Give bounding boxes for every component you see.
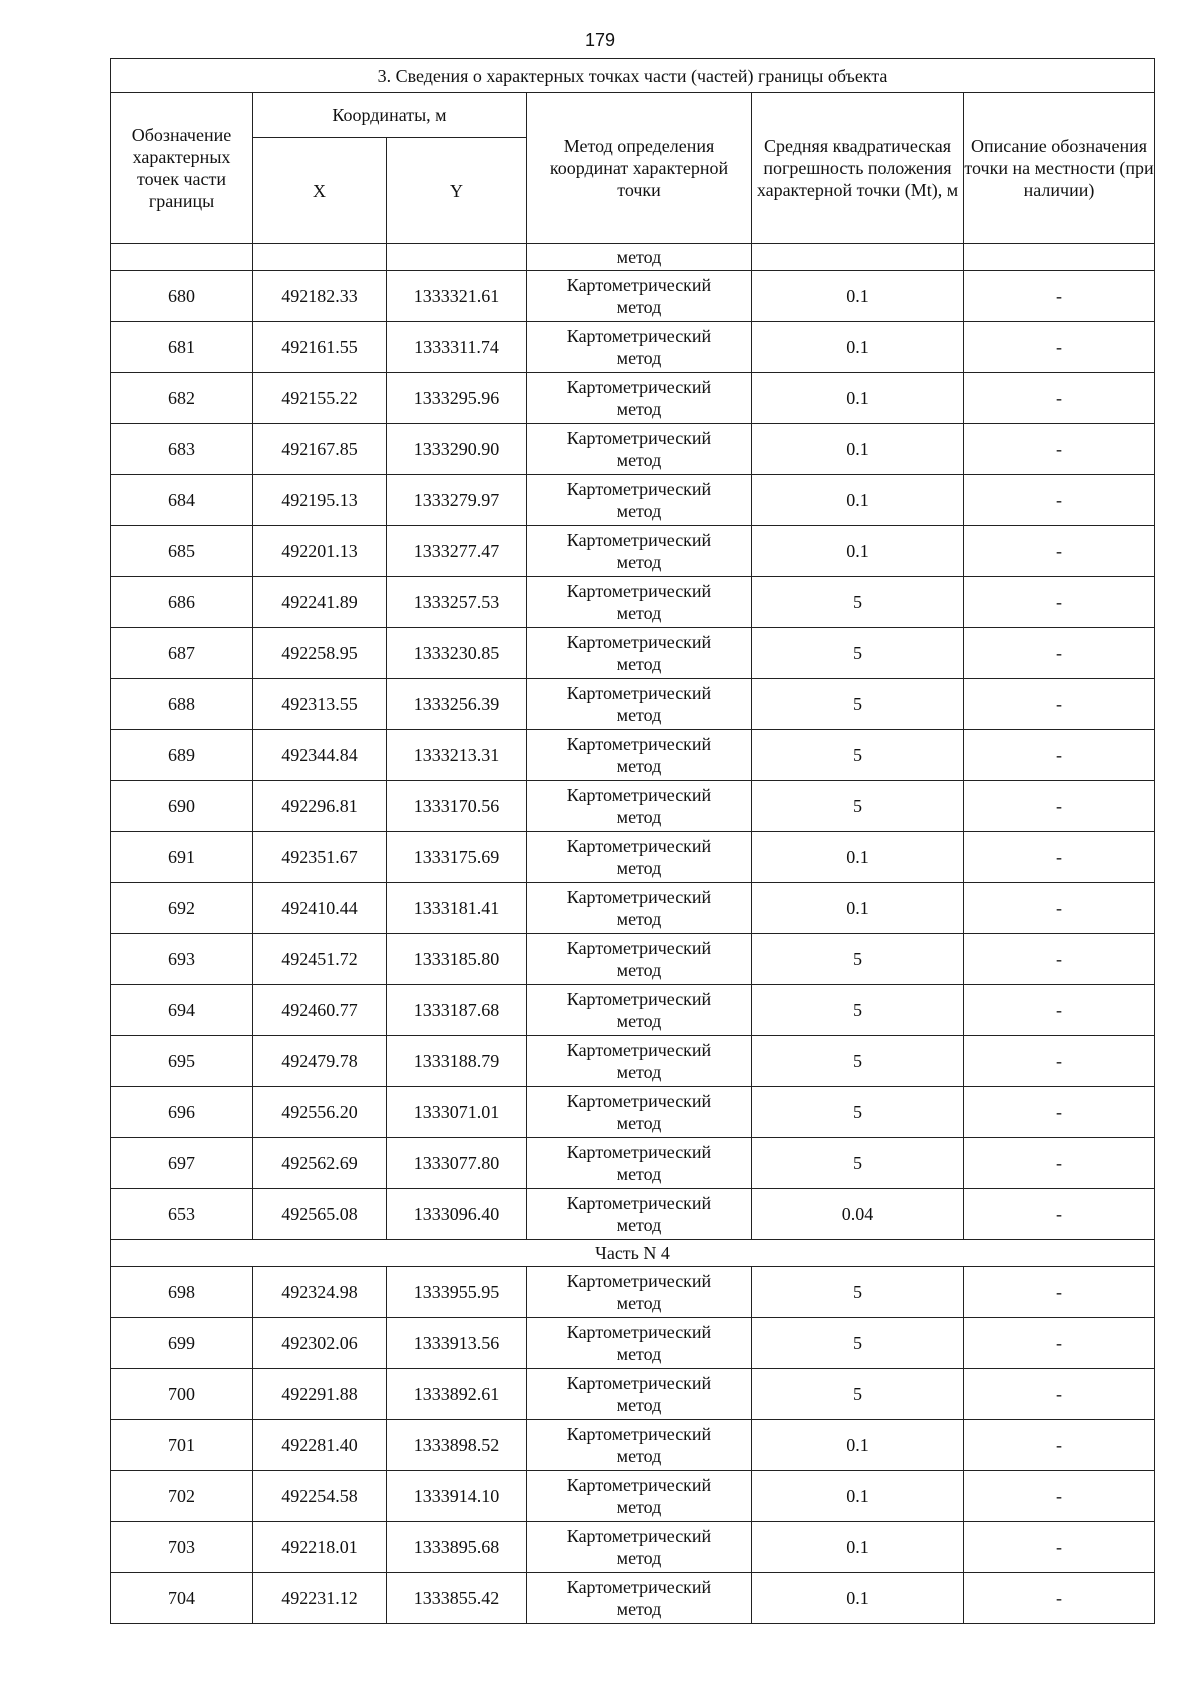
- x-cell: 492281.40: [253, 1420, 387, 1471]
- method-line2: метод: [616, 399, 662, 419]
- y-cell: 1333185.80: [387, 934, 527, 985]
- description-cell: -: [964, 781, 1155, 832]
- table-row: [111, 1036, 1155, 1087]
- x-cell: 492313.55: [253, 679, 387, 730]
- header-description: Описание обозначения точки на местности (при наличии): [964, 93, 1155, 244]
- method-cell: [527, 271, 752, 322]
- method-cell: [527, 1522, 752, 1573]
- method-cell: [527, 1189, 752, 1240]
- method-cell: [527, 322, 752, 373]
- table-row: [111, 934, 1155, 985]
- error-cell: 5: [752, 679, 964, 730]
- method-cell: [527, 628, 752, 679]
- description-cell: -: [964, 1087, 1155, 1138]
- description-cell: -: [964, 1267, 1155, 1318]
- description-cell: -: [964, 679, 1155, 730]
- table-row: [111, 628, 1155, 679]
- method-line2: метод: [616, 1293, 662, 1313]
- point-cell: 692: [111, 883, 253, 934]
- method-cell: [527, 1420, 752, 1471]
- error-cell: 5: [752, 1369, 964, 1420]
- method-line2: метод: [616, 756, 662, 776]
- x-cell: 492231.12: [253, 1573, 387, 1624]
- method-line1: Картометрический: [566, 377, 712, 397]
- x-cell: 492195.13: [253, 475, 387, 526]
- table-row: [111, 271, 1155, 322]
- method-line1: Картометрический: [566, 1142, 712, 1162]
- point-cell: 704: [111, 1573, 253, 1624]
- x-cell: 492241.89: [253, 577, 387, 628]
- description-cell: -: [964, 322, 1155, 373]
- description-cell: -: [964, 730, 1155, 781]
- method-line2: метод: [616, 1113, 662, 1133]
- table-row: [111, 1471, 1155, 1522]
- method-cell: [527, 475, 752, 526]
- table-row: [111, 1267, 1155, 1318]
- y-cell: 1333256.39: [387, 679, 527, 730]
- method-line1: Картометрический: [566, 1577, 712, 1597]
- x-cell: 492410.44: [253, 883, 387, 934]
- boundary-points-table: [110, 58, 1155, 1624]
- method-line2: метод: [616, 501, 662, 521]
- x-cell: 492302.06: [253, 1318, 387, 1369]
- table-row: [111, 883, 1155, 934]
- point-cell: 682: [111, 373, 253, 424]
- description-cell: -: [964, 1522, 1155, 1573]
- x-cell: 492565.08: [253, 1189, 387, 1240]
- method-line1: Картометрический: [566, 683, 712, 703]
- header-point: Обозначение характерных точек части границы: [111, 93, 253, 244]
- method-line1: Картометрический: [566, 1271, 712, 1291]
- point-cell: 681: [111, 322, 253, 373]
- error-cell: 5: [752, 628, 964, 679]
- point-cell: 687: [111, 628, 253, 679]
- y-cell: 1333295.96: [387, 373, 527, 424]
- table-row: [111, 1318, 1155, 1369]
- error-cell: 5: [752, 934, 964, 985]
- x-cell: 492155.22: [253, 373, 387, 424]
- method-cell: [527, 1318, 752, 1369]
- point-cell: 691: [111, 832, 253, 883]
- method-line1: Картометрический: [566, 734, 712, 754]
- description-cell: -: [964, 883, 1155, 934]
- method-line1: Картометрический: [566, 428, 712, 448]
- method-line2: метод: [616, 450, 662, 470]
- error-cell: 0.1: [752, 475, 964, 526]
- point-cell: 693: [111, 934, 253, 985]
- table-row: [111, 985, 1155, 1036]
- y-cell: 1333914.10: [387, 1471, 527, 1522]
- x-cell: 492479.78: [253, 1036, 387, 1087]
- method-line2: метод: [616, 705, 662, 725]
- point-cell: 696: [111, 1087, 253, 1138]
- x-cell: 492254.58: [253, 1471, 387, 1522]
- method-cell: [527, 577, 752, 628]
- y-cell: 1333955.95: [387, 1267, 527, 1318]
- point-cell: 703: [111, 1522, 253, 1573]
- error-cell: 5: [752, 1087, 964, 1138]
- description-cell: -: [964, 424, 1155, 475]
- method-line2: метод: [616, 552, 662, 572]
- point-cell: 684: [111, 475, 253, 526]
- error-cell: 5: [752, 1267, 964, 1318]
- method-line1: Картометрический: [566, 989, 712, 1009]
- table-row: [111, 1189, 1155, 1240]
- y-cell: 1333170.56: [387, 781, 527, 832]
- table-body: [111, 244, 1155, 1624]
- method-line2: метод: [616, 1164, 662, 1184]
- error-cell: 5: [752, 577, 964, 628]
- method-cell: [527, 985, 752, 1036]
- table-row: [111, 832, 1155, 883]
- error-cell: 0.1: [752, 424, 964, 475]
- method-line2: метод: [616, 297, 662, 317]
- description-cell: -: [964, 1189, 1155, 1240]
- description-cell: -: [964, 1369, 1155, 1420]
- table-row: [111, 1138, 1155, 1189]
- point-cell: 701: [111, 1420, 253, 1471]
- error-cell: 0.1: [752, 322, 964, 373]
- table-row: [111, 322, 1155, 373]
- method-line2: метод: [616, 603, 662, 623]
- y-cell: 1333321.61: [387, 271, 527, 322]
- point-cell: 698: [111, 1267, 253, 1318]
- error-cell: 0.1: [752, 832, 964, 883]
- continuation-row: [111, 244, 1155, 271]
- method-cell: [527, 1369, 752, 1420]
- method-cell: [527, 373, 752, 424]
- description-cell: -: [964, 1318, 1155, 1369]
- method-line1: Картометрический: [566, 887, 712, 907]
- point-cell: 653: [111, 1189, 253, 1240]
- method-cell: [527, 679, 752, 730]
- point-cell: 697: [111, 1138, 253, 1189]
- method-line1: Картометрический: [566, 1091, 712, 1111]
- error-cell: 0.1: [752, 883, 964, 934]
- table-row: [111, 577, 1155, 628]
- error-cell: 5: [752, 1036, 964, 1087]
- error-cell: 0.1: [752, 1471, 964, 1522]
- x-cell: 492344.84: [253, 730, 387, 781]
- method-line1: Картометрический: [566, 1322, 712, 1342]
- method-line1: Картометрический: [566, 530, 712, 550]
- part-label: Часть N 4: [111, 1240, 1155, 1267]
- error-cell: 5: [752, 1318, 964, 1369]
- x-cell: 492460.77: [253, 985, 387, 1036]
- y-cell: 1333898.52: [387, 1420, 527, 1471]
- method-line2: метод: [616, 1395, 662, 1415]
- description-cell: -: [964, 934, 1155, 985]
- description-cell: -: [964, 1420, 1155, 1471]
- point-cell: 702: [111, 1471, 253, 1522]
- method-cell: [527, 1087, 752, 1138]
- y-cell: 1333181.41: [387, 883, 527, 934]
- method-line2: метод: [616, 1599, 662, 1619]
- y-cell: 1333230.85: [387, 628, 527, 679]
- table-row: [111, 373, 1155, 424]
- table-row: [111, 1369, 1155, 1420]
- table-row: [111, 730, 1155, 781]
- x-cell: 492291.88: [253, 1369, 387, 1420]
- method-line2: метод: [616, 1497, 662, 1517]
- method-line1: Картометрический: [566, 1040, 712, 1060]
- description-cell: -: [964, 475, 1155, 526]
- method-line1: Картометрический: [566, 785, 712, 805]
- section-title: 3. Сведения о характерных точках части (частей) границы объекта: [111, 59, 1155, 93]
- x-cell: 492218.01: [253, 1522, 387, 1573]
- method-cell: [527, 1036, 752, 1087]
- point-cell: 695: [111, 1036, 253, 1087]
- y-cell: 1333913.56: [387, 1318, 527, 1369]
- point-cell: 685: [111, 526, 253, 577]
- error-cell: 0.1: [752, 1522, 964, 1573]
- method-cell: [527, 424, 752, 475]
- table-row: [111, 526, 1155, 577]
- method-line2: метод: [616, 909, 662, 929]
- x-cell: 492161.55: [253, 322, 387, 373]
- method-line1: Картометрический: [566, 1475, 712, 1495]
- y-cell: 1333895.68: [387, 1522, 527, 1573]
- method-line2: метод: [616, 1215, 662, 1235]
- y-cell: 1333290.90: [387, 424, 527, 475]
- method-line1: Картометрический: [566, 1193, 712, 1213]
- table-row: [111, 781, 1155, 832]
- point-cell: 689: [111, 730, 253, 781]
- method-line1: Картометрический: [566, 632, 712, 652]
- header-x: X: [253, 138, 387, 244]
- y-cell: 1333279.97: [387, 475, 527, 526]
- header-error: Средняя квадратическая погрешность положения характерной точки (Mt), м: [752, 93, 964, 244]
- method-cell: [527, 934, 752, 985]
- point-cell: 680: [111, 271, 253, 322]
- y-cell: 1333188.79: [387, 1036, 527, 1087]
- method-line2: метод: [616, 858, 662, 878]
- x-cell: 492296.81: [253, 781, 387, 832]
- x-cell: 492201.13: [253, 526, 387, 577]
- x-cell: 492258.95: [253, 628, 387, 679]
- method-cell: [527, 1573, 752, 1624]
- method-line1: Картометрический: [566, 836, 712, 856]
- table-row: [111, 679, 1155, 730]
- header-y: Y: [387, 138, 527, 244]
- table-row: [111, 1087, 1155, 1138]
- error-cell: 0.1: [752, 526, 964, 577]
- point-cell: 690: [111, 781, 253, 832]
- header-method: Метод определения координат характерной точки: [527, 93, 752, 244]
- y-cell: 1333077.80: [387, 1138, 527, 1189]
- method-line2: метод: [616, 348, 662, 368]
- method-line2: метод: [616, 1011, 662, 1031]
- description-cell: -: [964, 526, 1155, 577]
- method-line2: метод: [616, 654, 662, 674]
- x-cell: 492324.98: [253, 1267, 387, 1318]
- point-cell: 694: [111, 985, 253, 1036]
- method-cell: [527, 781, 752, 832]
- description-cell: -: [964, 832, 1155, 883]
- method-line1: Картометрический: [566, 326, 712, 346]
- description-cell: -: [964, 373, 1155, 424]
- description-cell: -: [964, 577, 1155, 628]
- method-cell: [527, 1471, 752, 1522]
- point-cell: 688: [111, 679, 253, 730]
- point-cell: 700: [111, 1369, 253, 1420]
- method-cell: [527, 526, 752, 577]
- error-cell: 5: [752, 781, 964, 832]
- y-cell: 1333187.68: [387, 985, 527, 1036]
- error-cell: 0.1: [752, 1420, 964, 1471]
- method-cell: [527, 1138, 752, 1189]
- method-cell: [527, 883, 752, 934]
- method-line2: метод: [616, 807, 662, 827]
- continuation-method: метод: [527, 244, 752, 271]
- y-cell: 1333257.53: [387, 577, 527, 628]
- method-line1: Картометрический: [566, 1424, 712, 1444]
- header-coords: Координаты, м: [253, 93, 527, 138]
- table-row: [111, 1573, 1155, 1624]
- description-cell: -: [964, 1036, 1155, 1087]
- method-cell: [527, 1267, 752, 1318]
- error-cell: 5: [752, 1138, 964, 1189]
- x-cell: 492182.33: [253, 271, 387, 322]
- method-line1: Картометрический: [566, 581, 712, 601]
- table-row: [111, 424, 1155, 475]
- error-cell: 0.1: [752, 1573, 964, 1624]
- error-cell: 0.1: [752, 271, 964, 322]
- x-cell: 492556.20: [253, 1087, 387, 1138]
- table-row: [111, 1420, 1155, 1471]
- table-row: [111, 1522, 1155, 1573]
- method-line2: метод: [616, 1446, 662, 1466]
- error-cell: 5: [752, 730, 964, 781]
- table-row: [111, 475, 1155, 526]
- description-cell: -: [964, 1138, 1155, 1189]
- method-line2: метод: [616, 1344, 662, 1364]
- y-cell: 1333892.61: [387, 1369, 527, 1420]
- point-cell: 683: [111, 424, 253, 475]
- point-cell: 699: [111, 1318, 253, 1369]
- y-cell: 1333855.42: [387, 1573, 527, 1624]
- y-cell: 1333277.47: [387, 526, 527, 577]
- description-cell: -: [964, 1471, 1155, 1522]
- method-line1: Картометрический: [566, 479, 712, 499]
- y-cell: 1333311.74: [387, 322, 527, 373]
- page-number: 179: [584, 30, 616, 50]
- y-cell: 1333175.69: [387, 832, 527, 883]
- description-cell: -: [964, 1573, 1155, 1624]
- x-cell: 492451.72: [253, 934, 387, 985]
- part-label-row: [111, 1240, 1155, 1267]
- method-cell: [527, 832, 752, 883]
- method-line2: метод: [616, 1062, 662, 1082]
- method-cell: [527, 730, 752, 781]
- description-cell: -: [964, 271, 1155, 322]
- point-cell: 686: [111, 577, 253, 628]
- x-cell: 492167.85: [253, 424, 387, 475]
- x-cell: 492562.69: [253, 1138, 387, 1189]
- description-cell: -: [964, 628, 1155, 679]
- y-cell: 1333096.40: [387, 1189, 527, 1240]
- method-line2: метод: [616, 960, 662, 980]
- method-line2: метод: [616, 1548, 662, 1568]
- error-cell: 0.1: [752, 373, 964, 424]
- method-line1: Картометрический: [566, 1373, 712, 1393]
- error-cell: 5: [752, 985, 964, 1036]
- y-cell: 1333213.31: [387, 730, 527, 781]
- x-cell: 492351.67: [253, 832, 387, 883]
- method-line1: Картометрический: [566, 275, 712, 295]
- error-cell: 0.04: [752, 1189, 964, 1240]
- method-line1: Картометрический: [566, 1526, 712, 1546]
- description-cell: -: [964, 985, 1155, 1036]
- y-cell: 1333071.01: [387, 1087, 527, 1138]
- method-line1: Картометрический: [566, 938, 712, 958]
